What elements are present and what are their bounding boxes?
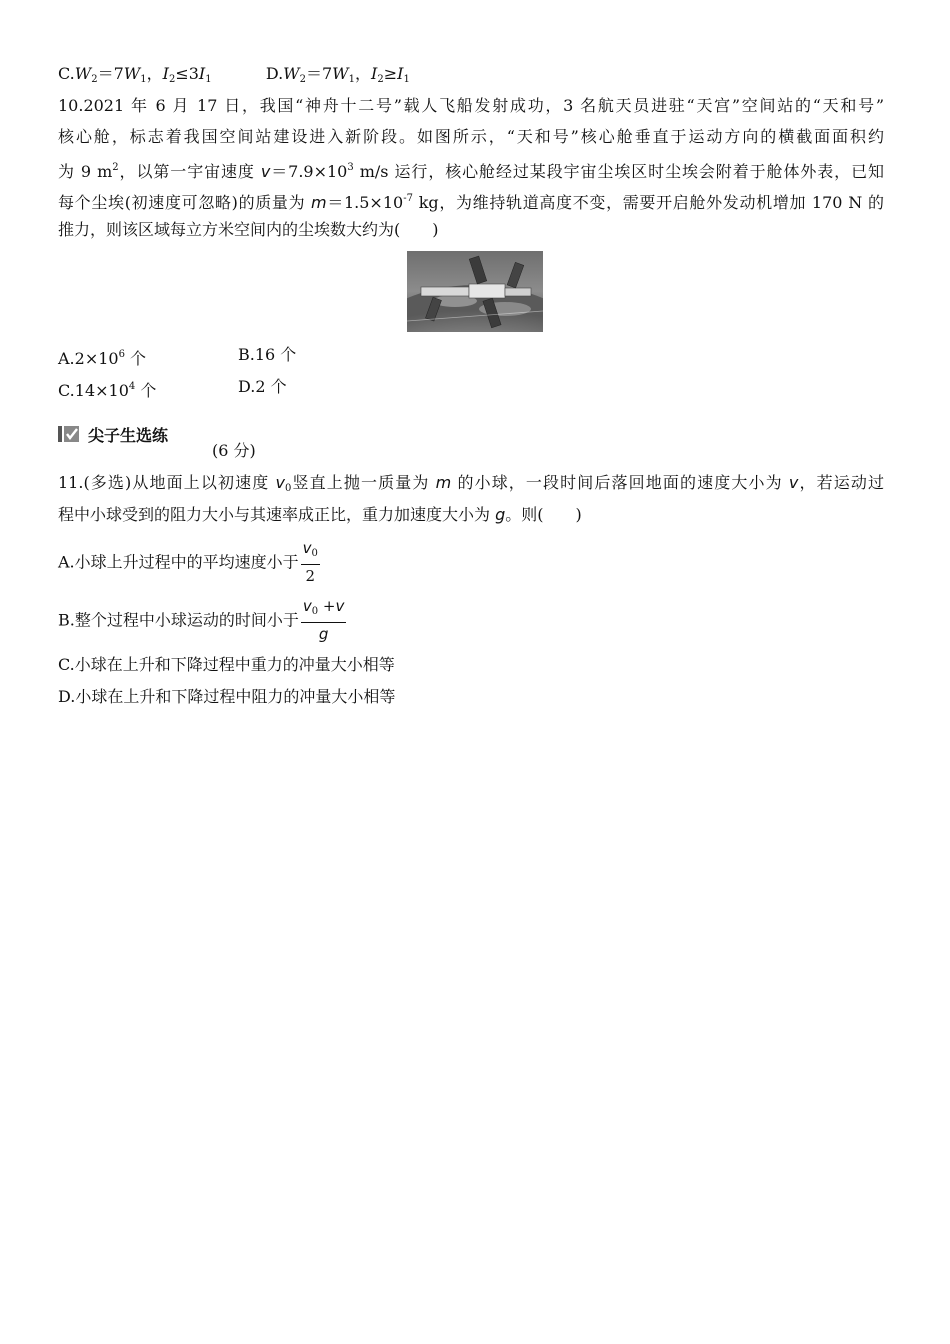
text: ，若运动过 [798, 473, 884, 492]
var-W: W [123, 64, 141, 83]
section-title: 尖子生选练 [88, 425, 169, 445]
text: 11.(多选)从地面上以初速度 [58, 473, 276, 492]
text: ＝1.5×10 [326, 193, 404, 212]
subscript: 1 [140, 74, 147, 85]
var-I: I [198, 64, 206, 83]
text: 程中小球受到的阻力大小与其速率成正比，重力加速度大小为 [58, 505, 496, 524]
q11-option-d: D.小球在上升和下降过程中阻力的冲量大小相等 [58, 687, 396, 706]
q10-stem-line5: 推力，则该区域每立方米空间内的尘埃数大约为( ) [58, 220, 439, 239]
q10-stem-line1: 10.2021 年 6 月 17 日，我国“神舟十二号”载人飞船发射成功，3 名航天员进驻“天宫”空间站的“天和号” [58, 96, 884, 115]
text: A.小球上升过程中的平均速度小于 [58, 552, 299, 572]
section-header [58, 424, 168, 444]
q10-option-a [58, 345, 146, 369]
var-m: m [311, 193, 327, 212]
subscript: 0 [311, 548, 318, 559]
q11-stem-line2 [58, 505, 582, 525]
var-I: I [371, 64, 378, 83]
fraction-denominator: 2 [305, 567, 316, 585]
subscript: 2 [168, 74, 176, 85]
text: ， [355, 64, 372, 83]
subscript: 1 [348, 74, 355, 85]
text: kg，为维持轨道高度不变，需要开启舱外发动机增加 170 N 的 [412, 193, 884, 212]
text: 。则( ) [505, 505, 582, 524]
text: 个 [124, 349, 147, 368]
var-v: v [302, 597, 312, 615]
var-m: m [435, 473, 452, 492]
text: 竖直上抛一质量为 [291, 473, 436, 492]
var-g: g [495, 505, 506, 524]
superscript: -7 [403, 193, 413, 204]
subscript: 1 [403, 74, 410, 85]
fraction-denominator: g [318, 625, 329, 643]
subscript: 2 [299, 74, 306, 85]
var-I: I [162, 64, 169, 83]
text: ， [146, 64, 163, 83]
text: 个 [135, 381, 157, 400]
var-v: v [788, 473, 799, 492]
text: 为 9 m [58, 162, 113, 181]
q10-stem-line3 [58, 158, 884, 182]
var-W: W [283, 64, 300, 83]
q11-option-b [58, 596, 346, 645]
q10-option-b: B.16 个 [238, 345, 297, 364]
subscript: 0 [311, 606, 319, 617]
text: ＝7 [97, 64, 124, 83]
text: ，以第一宇宙速度 [118, 162, 261, 181]
fraction [301, 596, 347, 645]
plus-sign: + [318, 597, 336, 615]
q9-options-cd [58, 64, 410, 90]
subscript: 1 [205, 74, 212, 85]
q11-stem-line1 [58, 473, 884, 499]
var-v: v [275, 473, 286, 492]
superscript: 4 [128, 381, 136, 392]
var-v: v [302, 539, 312, 557]
superscript: 3 [347, 162, 354, 173]
q9-optD-label: D. [265, 64, 284, 83]
q10-stem-line2: 核心舱，标志着我国空间站建设进入新阶段。如图所示，“天和号”核心舱垂直于运动方向的横截面面积约 [58, 127, 884, 146]
q10-option-d: D.2 个 [238, 377, 287, 396]
text: 的小球，一段时间后落回地面的速度大小为 [451, 473, 789, 492]
q9-optC-label: C. [58, 64, 75, 83]
text: B.整个过程中小球运动的时间小于 [58, 610, 299, 630]
space-station-image [407, 251, 543, 332]
text: C.14×10 [58, 381, 129, 400]
subscript: 0 [285, 483, 292, 494]
var-v: v [335, 597, 345, 615]
text: ＝7 [305, 64, 333, 83]
q11-option-c: C.小球在上升和下降过程中重力的冲量大小相等 [58, 655, 395, 674]
var-I: I [397, 64, 404, 83]
text: m/s 运行，核心舱经过某段宇宙尘埃区时尘埃会附着于舱体外表，已知 [353, 162, 885, 181]
text: ＝7.9×10 [270, 162, 348, 181]
text: 每个尘埃(初速度可忽略)的质量为 [58, 193, 312, 212]
text: A.2×10 [58, 349, 119, 368]
var-W: W [332, 64, 349, 83]
q10-option-c [58, 377, 156, 401]
superscript: 2 [112, 162, 119, 173]
var-W: W [74, 64, 92, 83]
checklist-icon [58, 425, 80, 443]
superscript: 6 [118, 349, 125, 360]
section-score: (6 分) [212, 441, 256, 460]
text: ≤3 [175, 64, 199, 83]
fraction [301, 538, 320, 587]
subscript: 2 [377, 74, 384, 85]
q10-stem-line4 [58, 189, 884, 213]
var-v: v [260, 162, 271, 181]
subscript: 2 [91, 74, 98, 85]
text: ≥ [383, 64, 398, 83]
q11-option-a [58, 538, 320, 587]
